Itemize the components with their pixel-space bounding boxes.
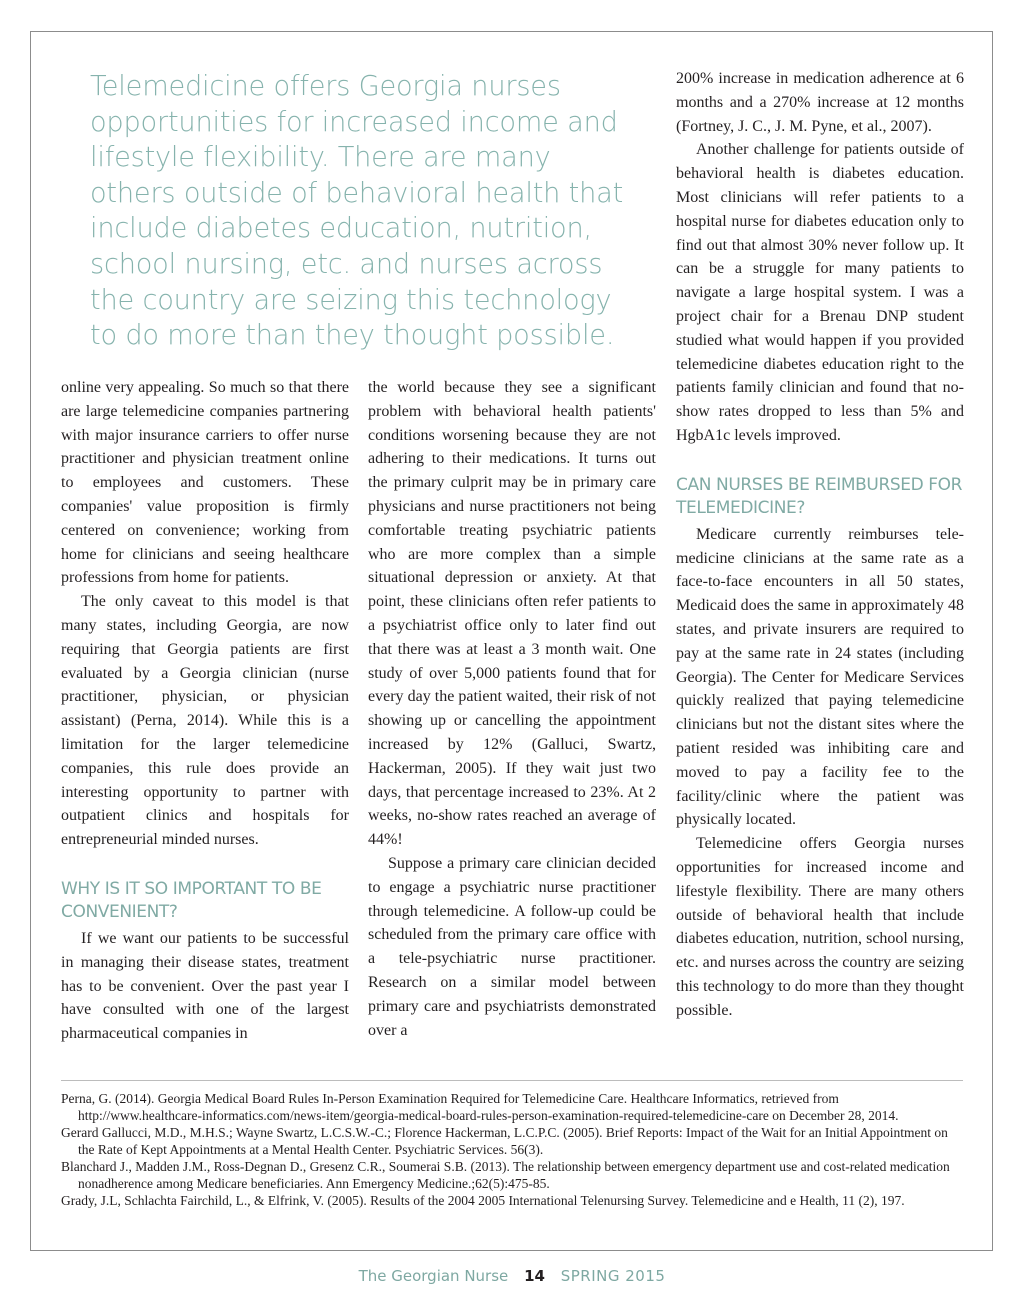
column-1	[61, 376, 349, 1046]
paragraph: 200% increase in medication adherence at 6 months and a 270% increase at 12 months (Fortney, J. C., J. M. Pyne, et al., 2007).	[676, 70, 964, 135]
column-3	[676, 67, 964, 1022]
paragraph: The only caveat to this model is that many states, including Georgia, are now requiring that Georgia patients are first evaluated by a Georgia clinician (nurse practitioner, physician, or physician assistant) (Perna, 2014). While this is a limitation for the larger telemedicine companies, this rule does provide an interesting opportunity to partner with outpatient clinics and hospitals for entrepreneurial minded nurses.	[61, 593, 349, 849]
paragraph: Suppose a primary care clinician decided to engage a psychiatric nurse practitioner through telemedicine. A follow-up could be scheduled from the primary care office with a tele-psychiatric nurse practitioner. Research on a similar model between primary care and psychiatrists demonstrated over a	[368, 854, 656, 1039]
reference-item: Gerard Gallucci, M.D., M.H.S.; Wayne Swartz, L.C.S.W.-C.; Florence Hackerman, L.C.P.C. (2005). Brief Reports: Impact of the Wait for an Initial Appointment on the Rate of Kept Appointments at a Mental Health Center. Psychiatric Services. 56(3).	[61, 1125, 948, 1157]
references-divider	[61, 1080, 963, 1081]
issue-season: SPRING 2015	[560, 1267, 666, 1285]
paragraph: the world because they see a significant problem with behavioral health patients' conditions worsening because they are not adhering to their medications. It turns out the primary culprit may be in primary care physicians and nurse practitioners not being comfortable treating psychiatric patients who are more complex than a simple situational depression or anxiety. At that point, these clinicians often refer patients to a psychiatrist office only to later find out that there was at least a 3 month wait. One study of over 5,000 patients found that for every day the patient waited, their risk of not showing up or cancelling the appointment increased by 12% (Galluci, Swartz, Hackerman, 2005). If they wait just two days, that percentage increased to 23%. At 2 weeks, no-show rates reached an average of 44%!	[368, 379, 656, 849]
pull-quote: Telemedicine offers Georgia nurses opportunities for increased income and lifestyle flexibility. There are many others outside of behavioral health that include diabetes education, nutrition, school nursing, etc. and nurses across the country are seizing this technology to do more than they thought possible.	[90, 71, 624, 352]
page-footer	[0, 1267, 1024, 1285]
paragraph: Medicare currently reimburses telemedicine clinicians at the same rate as a face-to-face encounters in all 50 states, Medicaid does the same in approximately 48 states, and private insurers are required to pay at the same rate in 24 states (including Georgia). The Center for Medicare Services quickly realized that paying telemedicine clinicians but not the distant sites where the patient resided was inhibiting care and moved to pay a facility fee to the facility/clinic where the patient was physically located.	[676, 525, 964, 829]
reference-item: Grady, J.L, Schlachta Fairchild, L., & Elfrink, V. (2005). Results of the 2004 2005 International Telenursing Survey. Telemedicine and e Health, 11 (2), 197.	[61, 1193, 905, 1208]
reference-item: Perna, G. (2014). Georgia Medical Board Rules In-Person Examination Required for Telemedicine Care. Healthcare Informatics, retrieved from http://www.healthcare-informatics.com/news-item/georgia-medical-board-rules-person-examination-required-telemedicine-care on December 28, 2014.	[61, 1091, 899, 1123]
section-heading-reimbursement: CAN NURSES BE REIMBURSED FOR TELEMEDICINE?	[676, 474, 963, 518]
paragraph: online very appealing. So much so that there are large telemedicine companies partnering with major insurance carriers to offer nurse practitioner and physician treatment online to employees and customers. These companies' value proposition is firmly centered on convenience; working from home for clinicians and seeing healthcare professions from home for patients.	[61, 379, 349, 587]
paragraph: If we want our patients to be successful in managing their disease states, treatment has to be convenient. Over the past year I have consulted with one of the largest pharmaceutical companies in	[61, 929, 349, 1043]
reference-item: Blanchard J., Madden J.M., Ross-Degnan D., Gresenz C.R., Soumerai S.B. (2013). The relationship between emergency department use and cost-related medication nonadherence among Medicare beneficiaries. Ann Emergency Medicine.;62(5):475-85.	[61, 1159, 950, 1191]
references-list	[61, 1090, 963, 1209]
section-heading-convenience: WHY IS IT SO IMPORTANT TO BE CONVENIENT?	[61, 878, 322, 922]
publication-name: The Georgian Nurse	[358, 1267, 509, 1285]
page-number: 14	[524, 1267, 545, 1285]
column-2	[368, 376, 656, 1042]
paragraph: Telemedicine offers Georgia nurses opportunities for increased income and lifestyle flexibility. There are many others outside of behavioral health that include diabetes education, nutrition, school nursing, etc. and nurses across the country are seizing this technology to do more than they thought possible.	[676, 835, 964, 1019]
paragraph: Another challenge for patients outside of behavioral health is diabetes education. Most clinicians will refer patients to a hospital nurse for diabetes education only to find out that almost 30% never follow up. It can be a struggle for many patients to navigate a large hospital system. I was a project chair for a Brenau DNP student studied what would happen if you provided telemedicine diabetes education right to the patients family clinician and found that no-show rates dropped to less than 5% and HgbA1c levels improved.	[676, 141, 964, 444]
